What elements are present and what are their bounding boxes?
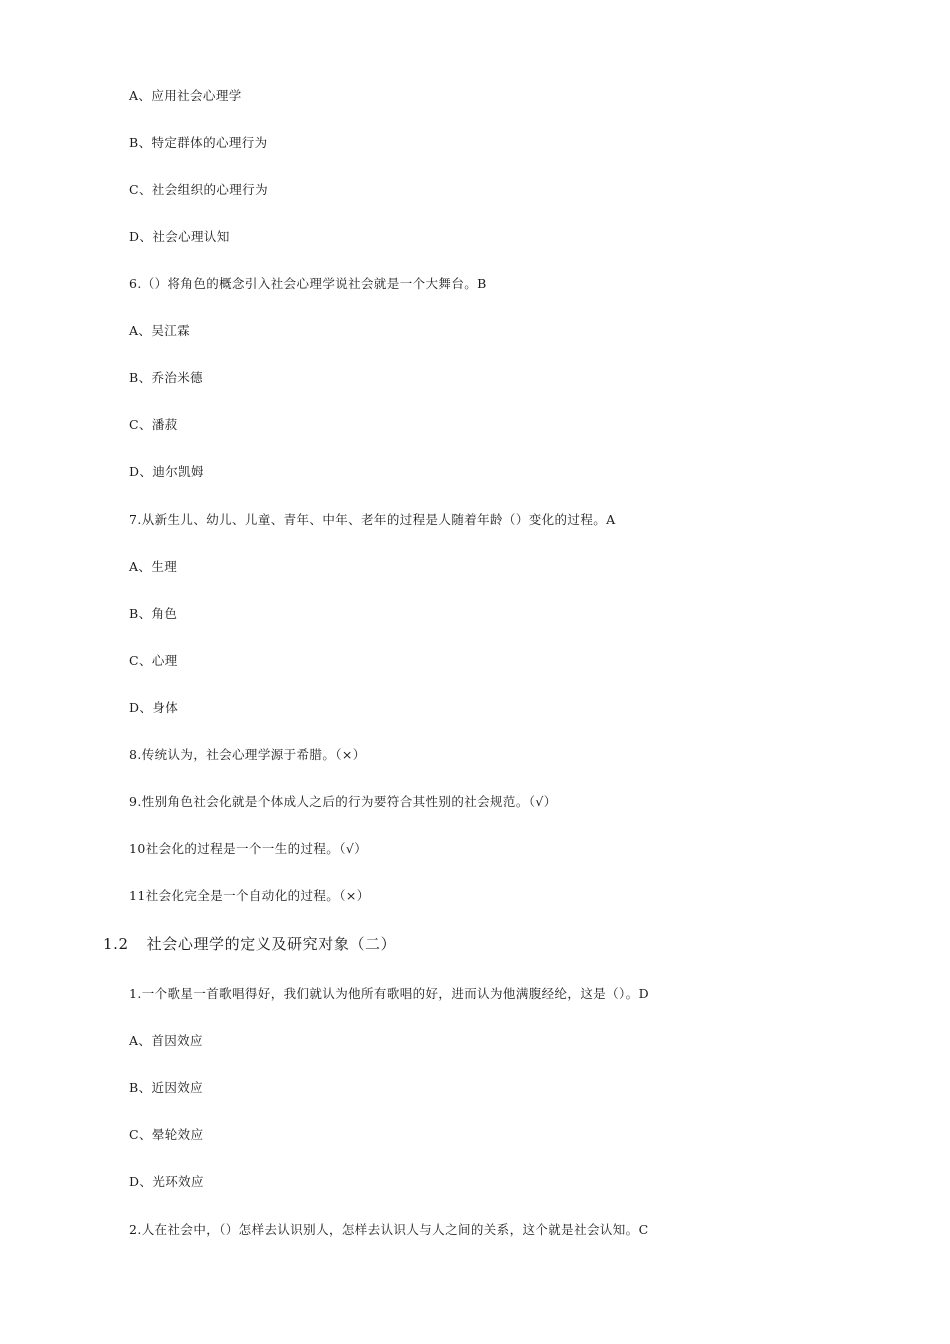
q7-option-b: B、角色	[129, 606, 178, 621]
q5-option-b: B、特定群体的心理行为	[129, 135, 268, 150]
q5-option-c: C、社会组织的心理行为	[129, 182, 268, 197]
s2-q2-question: 2.人在社会中，（）怎样去认识别人，怎样去认识人与人之间的关系，这个就是社会认知。C	[129, 1222, 649, 1237]
s2-q1-option-c: C、晕轮效应	[129, 1127, 204, 1142]
q5-option-d: D、社会心理认知	[129, 229, 230, 244]
section-heading	[103, 934, 396, 954]
section-title: 社会心理学的定义及研究对象（二）	[146, 935, 397, 953]
s2-q1-option-a: A、首因效应	[129, 1033, 203, 1048]
q9-statement: 9.性别角色社会化就是个体成人之后的行为要符合其性别的社会规范。（√）	[129, 794, 557, 809]
q11-statement: 11社会化完全是一个自动化的过程。（×）	[129, 888, 370, 903]
q6-question: 6.（）将角色的概念引入社会心理学说社会就是一个大舞台。B	[129, 276, 487, 291]
q7-option-d: D、身体	[129, 700, 179, 715]
s2-q1-option-d: D、光环效应	[129, 1174, 204, 1189]
s2-q1-question: 1.一个歌星一首歌唱得好，我们就认为他所有歌唱的好，进而认为他满腹经纶，这是（）。D	[129, 986, 649, 1001]
q6-option-a: A、吴江霖	[129, 323, 191, 338]
s2-q1-option-b: B、近因效应	[129, 1080, 204, 1095]
q7-question: 7.从新生儿、幼儿、儿童、青年、中年、老年的过程是人随着年龄（）变化的过程。A	[129, 512, 616, 527]
section-number: 1.2	[103, 935, 129, 953]
q10-statement: 10社会化的过程是一个一生的过程。（√）	[129, 841, 368, 856]
q7-option-a: A、生理	[129, 559, 178, 574]
q6-option-d: D、迪尔凯姆	[129, 464, 204, 479]
q7-option-c: C、心理	[129, 653, 178, 668]
q6-option-c: C、潘菽	[129, 417, 178, 432]
q8-statement: 8.传统认为，社会心理学源于希腊。（×）	[129, 747, 366, 762]
q5-option-a: A、应用社会心理学	[129, 88, 242, 103]
q6-option-b: B、乔治米德	[129, 370, 204, 385]
